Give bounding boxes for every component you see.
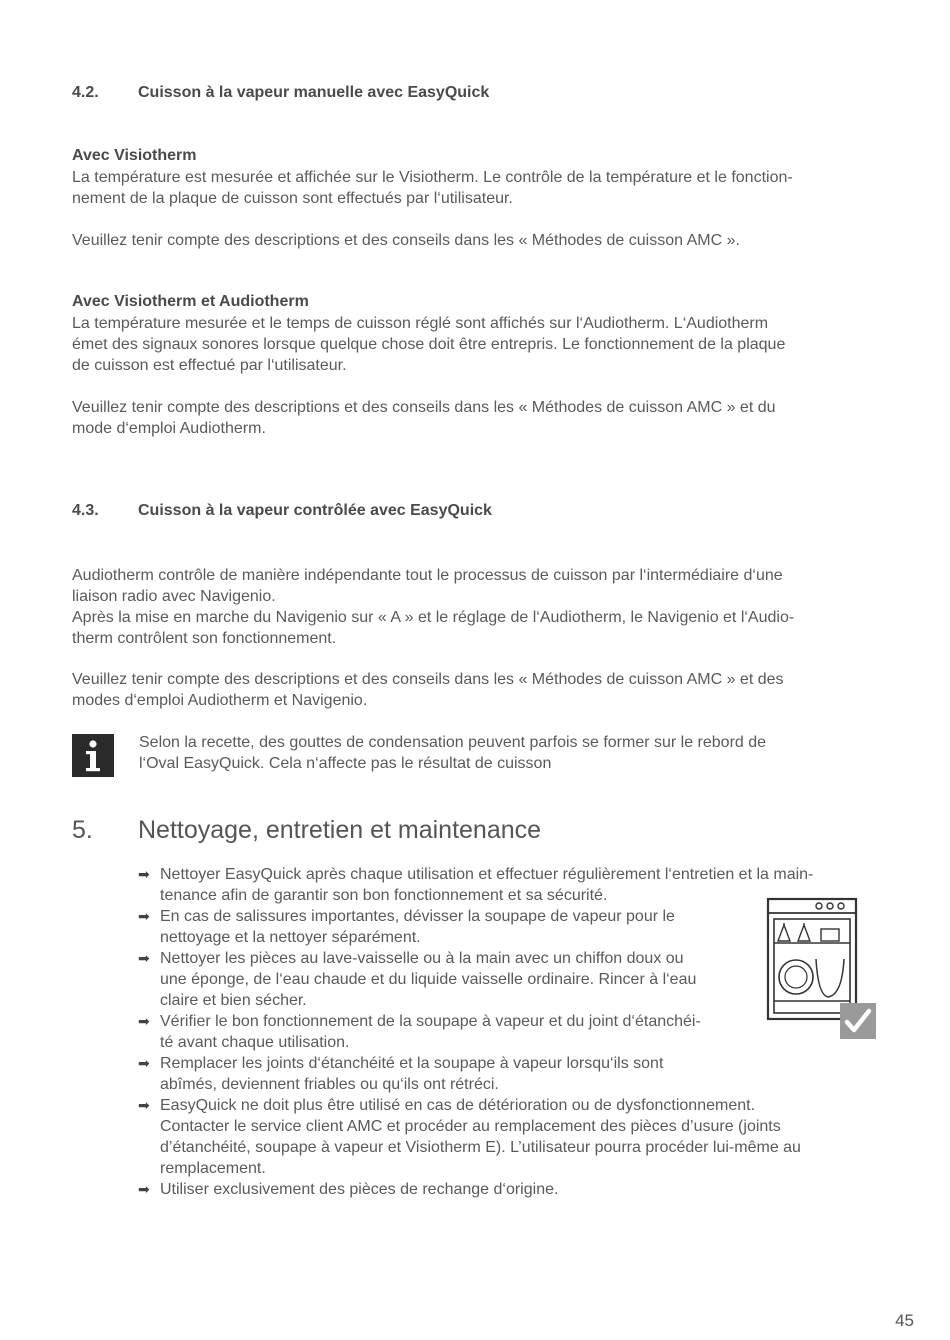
arrow-right-icon: ➡ [138, 1013, 150, 1029]
section-title: Cuisson à la vapeur manuelle avec EasyQuick [138, 84, 490, 101]
text-line: Nettoyer EasyQuick après chaque utilisation et effectuer régulièrement l‘entretien et la main- [160, 866, 814, 883]
text-line: abîmés, deviennent friables ou qu‘ils ont rétréci. [160, 1076, 499, 1093]
text-line: modes d‘emploi Audiotherm et Navigenio. [72, 692, 368, 709]
text-line: d’étanchéité, soupape à vapeur et Visiotherm E). L’utilisateur pourra procéder lui-même au [160, 1139, 801, 1156]
visiotherm-subheading: Avec Visiotherm [72, 147, 197, 164]
section-4-3-heading [0, 502, 950, 522]
text-line: Après la mise en marche du Navigenio sur « A » et le réglage de l‘Audiotherm, le Navigenio et l‘Audio- [72, 609, 795, 626]
text-line: Contacter le service client AMC et procéder au remplacement des pièces d’usure (joints [160, 1118, 781, 1135]
text-line: tenance afin de garantir son bon fonctionnement et sa sécurité. [160, 887, 608, 904]
text-line: Remplacer les joints d‘étanchéité et la soupape à vapeur lorsqu‘ils sont [160, 1055, 664, 1072]
text-line: té avant chaque utilisation. [160, 1034, 350, 1051]
visiotherm-paragraph [72, 167, 872, 209]
section-4-2-heading [0, 84, 950, 104]
arrow-right-icon: ➡ [138, 1055, 150, 1071]
text-line: claire et bien sécher. [160, 992, 307, 1009]
text-line: Selon la recette, des gouttes de condensation peuvent parfois se former sur le rebord de [139, 734, 767, 751]
text-line: EasyQuick ne doit plus être utilisé en cas de détérioration ou de dysfonctionnement. [160, 1097, 756, 1114]
arrow-right-icon: ➡ [138, 950, 150, 966]
text-line: mode d‘emploi Audiotherm. [72, 420, 266, 437]
audiotherm-note [72, 397, 872, 439]
info-note [139, 732, 879, 774]
checkmark-icon [840, 1003, 876, 1039]
text-line: Nettoyer les pièces au lave-vaisselle ou à la main avec un chiffon doux ou [160, 950, 684, 967]
arrow-right-icon: ➡ [138, 1097, 150, 1113]
section-number: 4.3. [72, 502, 99, 519]
text-line: Vérifier le bon fonctionnement de la soupape à vapeur et du joint d‘étanchéi- [160, 1013, 701, 1030]
text-line: une éponge, de l‘eau chaude et du liquide vaisselle ordinaire. Rincer à l‘eau [160, 971, 697, 988]
list-item [138, 1179, 883, 1200]
section-title: Nettoyage, entretien et maintenance [138, 816, 542, 844]
text-line: l‘Oval EasyQuick. Cela n‘affecte pas le résultat de cuisson [139, 755, 552, 772]
text-line: La température mesurée et le temps de cuisson réglé sont affichés sur l‘Audiotherm. L‘Audiotherm [72, 315, 769, 332]
controlled-paragraph [72, 565, 872, 649]
arrow-right-icon: ➡ [138, 908, 150, 924]
info-icon [72, 734, 114, 777]
list-item [138, 948, 758, 1011]
text-line: Utiliser exclusivement des pièces de rechange d‘origine. [160, 1181, 559, 1198]
list-item [138, 1095, 883, 1179]
text-line: Veuillez tenir compte des descriptions et des conseils dans les « Méthodes de cuisson AMC » et du [72, 399, 776, 416]
list-item [138, 906, 758, 948]
text-line: nettoyage et la nettoyer séparément. [160, 929, 421, 946]
arrow-right-icon: ➡ [138, 1181, 150, 1197]
text-line: En cas de salissures importantes, dévisser la soupape de vapeur pour le [160, 908, 675, 925]
text-line: La température est mesurée et affichée sur le Visiotherm. Le contrôle de la température et le fonction- [72, 169, 793, 186]
text-line: émet des signaux sonores lorsque quelque chose doit être entrepris. Le fonctionnement de la plaque [72, 336, 786, 353]
visiotherm-note: Veuillez tenir compte des descriptions et des conseils dans les « Méthodes de cuisson AMC ». [72, 232, 740, 249]
controlled-note [72, 669, 872, 711]
audiotherm-paragraph [72, 313, 872, 376]
text-line: therm contrôlent son fonctionnement. [72, 630, 337, 647]
section-title: Cuisson à la vapeur contrôlée avec EasyQuick [138, 502, 492, 519]
list-item [138, 1011, 758, 1053]
text-line: nement de la plaque de cuisson sont effectués par l‘utilisateur. [72, 190, 513, 207]
section-number: 4.2. [72, 84, 99, 101]
text-line: Veuillez tenir compte des descriptions et des conseils dans les « Méthodes de cuisson AMC » et des [72, 671, 784, 688]
page-number: 45 [895, 1311, 914, 1330]
audiotherm-subheading: Avec Visiotherm et Audiotherm [72, 293, 309, 310]
arrow-right-icon: ➡ [138, 866, 150, 882]
text-line: Audiotherm contrôle de manière indépendante tout le processus de cuisson par l‘intermédiaire d‘une [72, 567, 783, 584]
section-5-heading [0, 816, 950, 848]
text-line: remplacement. [160, 1160, 266, 1177]
list-item [138, 1053, 883, 1095]
text-line: liaison radio avec Navigenio. [72, 588, 276, 605]
section-number: 5. [72, 816, 93, 844]
text-line: de cuisson est effectué par l‘utilisateur. [72, 357, 347, 374]
